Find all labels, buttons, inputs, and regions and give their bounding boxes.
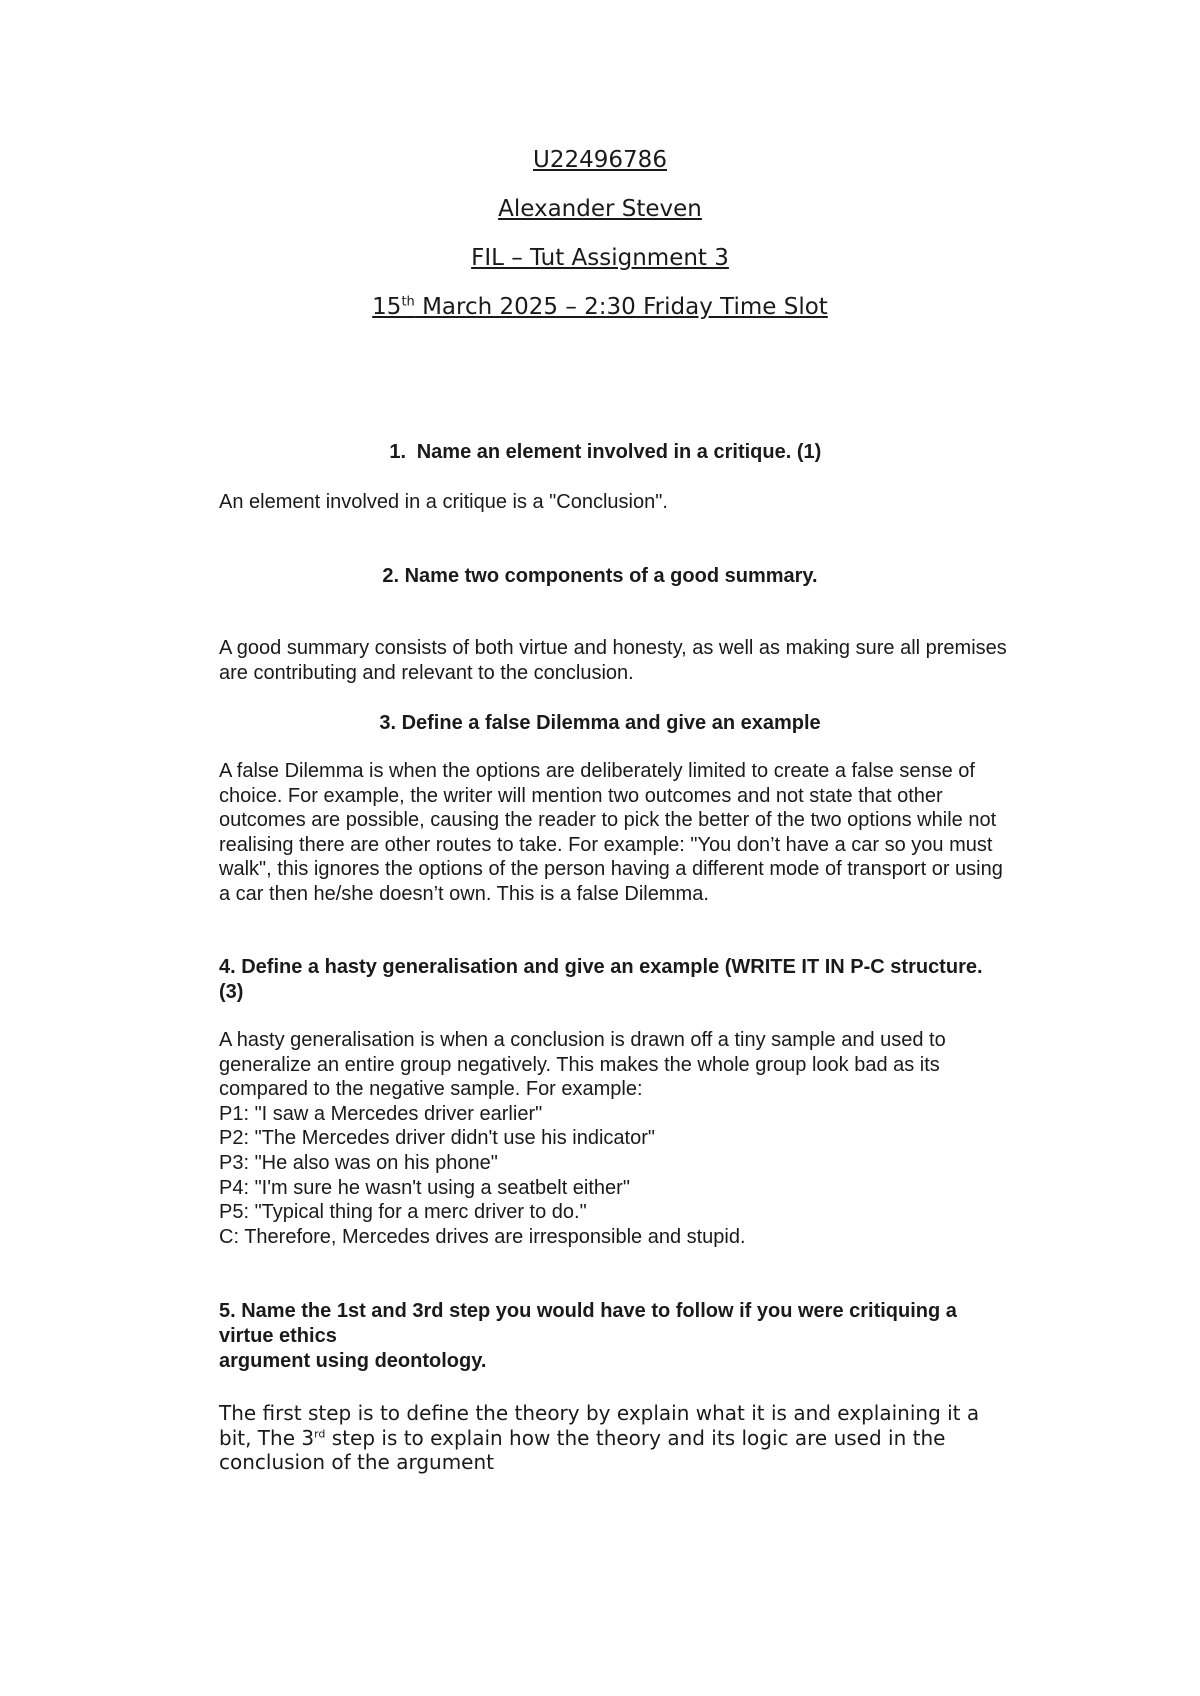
date-day: 15	[372, 294, 402, 320]
premise-p2: P2: "The Mercedes driver didn't use his indicator"	[219, 1127, 655, 1150]
answer-2	[219, 636, 1079, 685]
answer-line: A false Dilemma is when the options are deliberately limited to create a false sense of	[219, 760, 975, 782]
premise-p3: P3: "He also was on his phone"	[219, 1151, 498, 1174]
answer-line: walk", this ignores the options of the person having a different mode of transport or using	[219, 858, 1003, 881]
course-title: FIL – Tut Assignment 3	[471, 245, 729, 271]
answer-line: realising there are other routes to take. For example: "You don’t have a car so you must	[219, 833, 993, 856]
answer-line: A hasty generalisation is when a conclusion is drawn off a tiny sample and used to	[219, 1029, 946, 1051]
premise-p5: P5: "Typical thing for a merc driver to do."	[219, 1201, 587, 1224]
answer-3	[219, 759, 1079, 907]
answer-line: are contributing and relevant to the conclusion.	[219, 661, 634, 684]
question-3-heading: 3. Define a false Dilemma and give an example	[379, 712, 821, 734]
date-rest: March 2025 – 2:30 Friday Time Slot	[414, 294, 828, 320]
student-number: U22496786	[533, 147, 667, 173]
student-name: Alexander Steven	[498, 196, 702, 222]
answer-4	[219, 1028, 1079, 1249]
answer-line: An element involved in a critique is a "Conclusion".	[219, 491, 668, 513]
premise-p4: P4: "I'm sure he wasn't using a seatbelt either"	[219, 1176, 630, 1199]
answer-line: outcomes are possible, causing the reader to pick the better of the two options while not	[219, 809, 997, 832]
question-1-number: 1.	[389, 441, 407, 463]
conclusion-c: C: Therefore, Mercedes drives are irresponsible and stupid.	[219, 1225, 746, 1248]
ordinal-suffix: rd	[314, 1426, 326, 1440]
answer-line: compared to the negative sample. For example:	[219, 1078, 643, 1101]
premise-p1: P1: "I saw a Mercedes driver earlier"	[219, 1102, 543, 1125]
question-line: 4. Define a hasty generalisation and give an example (WRITE IT IN P-C structure.	[219, 956, 983, 978]
question-1-heading	[0, 440, 1200, 465]
answer-line: conclusion of the argument	[219, 1450, 494, 1474]
question-2-heading: 2. Name two components of a good summary.	[382, 565, 818, 587]
answer-line: The first step is to define the theory by explain what it is and explaining it a	[219, 1401, 980, 1425]
question-line: 5. Name the 1st and 3rd step you would have to follow if you were critiquing a	[219, 1300, 957, 1322]
answer-line: generalize an entire group negatively. This makes the whole group look bad as its	[219, 1053, 940, 1076]
date-suffix: th	[401, 294, 415, 310]
answer-text: bit, The 3	[219, 1425, 315, 1450]
answer-text: step is to explain how the theory and its logic are used in the	[325, 1425, 946, 1450]
question-5-heading	[219, 1299, 1059, 1374]
answer-1	[219, 490, 1079, 515]
question-line: argument using deontology.	[219, 1350, 487, 1372]
question-line: (3)	[219, 981, 244, 1003]
answer-line: a car then he/she doesn’t own. This is a false Dilemma.	[219, 882, 709, 905]
question-1-title: Name an element involved in a critique. (1)	[416, 441, 822, 463]
answer-5	[219, 1401, 1079, 1475]
question-4-heading	[219, 955, 1059, 1005]
question-line: virtue ethics	[219, 1325, 337, 1347]
answer-line	[219, 1426, 1079, 1451]
answer-line: A good summary consists of both virtue and honesty, as well as making sure all premises	[219, 637, 1007, 659]
submission-date	[0, 293, 1200, 321]
answer-line: choice. For example, the writer will mention two outcomes and not state that other	[219, 784, 943, 807]
